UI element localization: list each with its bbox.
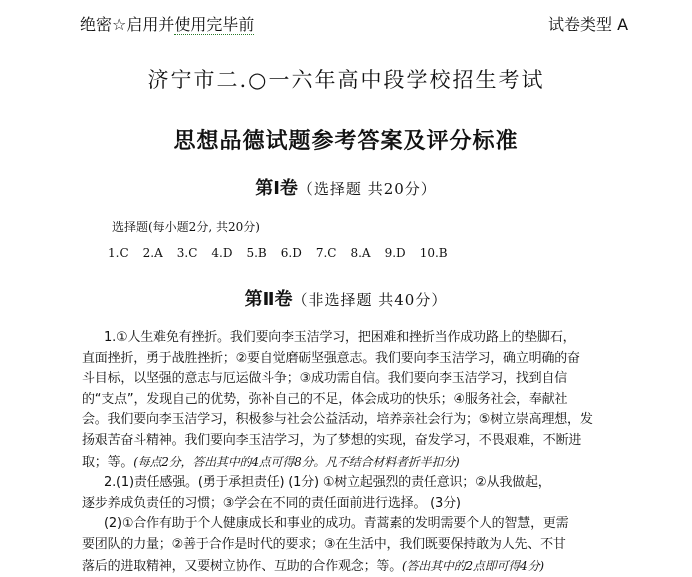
body-line: 会。我们要向李玉洁学习，积极参与社会公益活动，培养亲社会行为；⑤树立崇高理想，发 (82, 412, 593, 428)
answer-item: 9.D (384, 246, 406, 260)
part1-heading (0, 174, 692, 200)
answer-item: 5.B (246, 246, 267, 260)
body-line-with-note (82, 452, 602, 474)
part1-label: 第Ⅰ卷 (255, 178, 298, 199)
answer-item: 3.C (176, 246, 198, 260)
body-line: 2.(1)责任感强。(勇于承担责任) (1分) ①树立起强烈的责任意识；②从我做起， (104, 475, 551, 491)
body-line: 直面挫折，勇于战胜挫折；②要自觉磨砺坚强意志。我们要向李玉洁学习，确立明确的奋 (82, 350, 580, 366)
document-title: 思想品德试题参考答案及评分标准 (173, 129, 519, 154)
part2-note: （非选择题 共40分） (292, 291, 448, 309)
answer-key-row (108, 246, 462, 260)
body-line: 落后的进取精神，又要树立协作、互助的合作观念；等。 (82, 558, 403, 574)
body-line: 扬艰苦奋斗精神。我们要向李玉洁学习，为了梦想的实现，奋发学习，不畏艰难，不断进 (82, 432, 582, 448)
answer-item: 1.C (108, 246, 129, 260)
paper-type-label: 试卷类型 A (548, 15, 629, 34)
answer-item: 2.A (142, 246, 163, 260)
answer-body (82, 328, 602, 577)
body-line: 斗目标，以坚强的意志与厄运做斗争；③成功需自信。我们要向李玉洁学习，找到自信 (82, 371, 568, 387)
answer-item: 6.D (280, 246, 302, 260)
part1-note: （选择题 共20分） (297, 180, 437, 198)
body-line-with-note (82, 556, 602, 577)
scoring-note: (答出其中的2点即可得4分) (402, 558, 544, 573)
choice-section-header: 选择题(每小题2分, 共20分) (112, 220, 260, 234)
body-line: 的“支点”，发现自己的优势，弥补自己的不足，体会成功的快乐；④服务社会，奉献社 (82, 391, 568, 407)
confidential-tail: 使用完毕前 (174, 15, 255, 34)
confidential-label (80, 12, 254, 35)
answer-item: 7.C (315, 246, 337, 260)
confidential-lead: 绝密☆启用并 (80, 15, 175, 34)
body-line: 逐步养成负责任的习惯；③学会在不同的责任面前进行选择。 (3分) (82, 495, 461, 511)
answer-item: 8.A (350, 246, 371, 260)
exam-title: 济宁市二.○一六年高中段学校招生考试 (147, 68, 545, 92)
body-line: (2)①合作有助于个人健康成长和事业的成功。青蒿素的发明需要个人的智慧，更需 (104, 516, 569, 532)
body-line: 1.①人生难免有挫折。我们要向李玉洁学习，把困难和挫折当作成功路上的垫脚石， (104, 330, 576, 345)
body-line: 取；等。 (82, 454, 134, 470)
part2-label: 第Ⅱ卷 (244, 289, 293, 310)
part2-heading (0, 285, 692, 311)
answer-item: 4.D (211, 246, 233, 260)
answer-item: 10.B (419, 246, 448, 260)
scoring-note: (每点2分，答出其中的4点可得8分。凡不结合材料者折半扣分) (133, 454, 460, 469)
body-line: 要团队的力量；②善于合作是时代的要求；③在生活中，我们既要保持敢为人先、不甘 (82, 536, 566, 552)
